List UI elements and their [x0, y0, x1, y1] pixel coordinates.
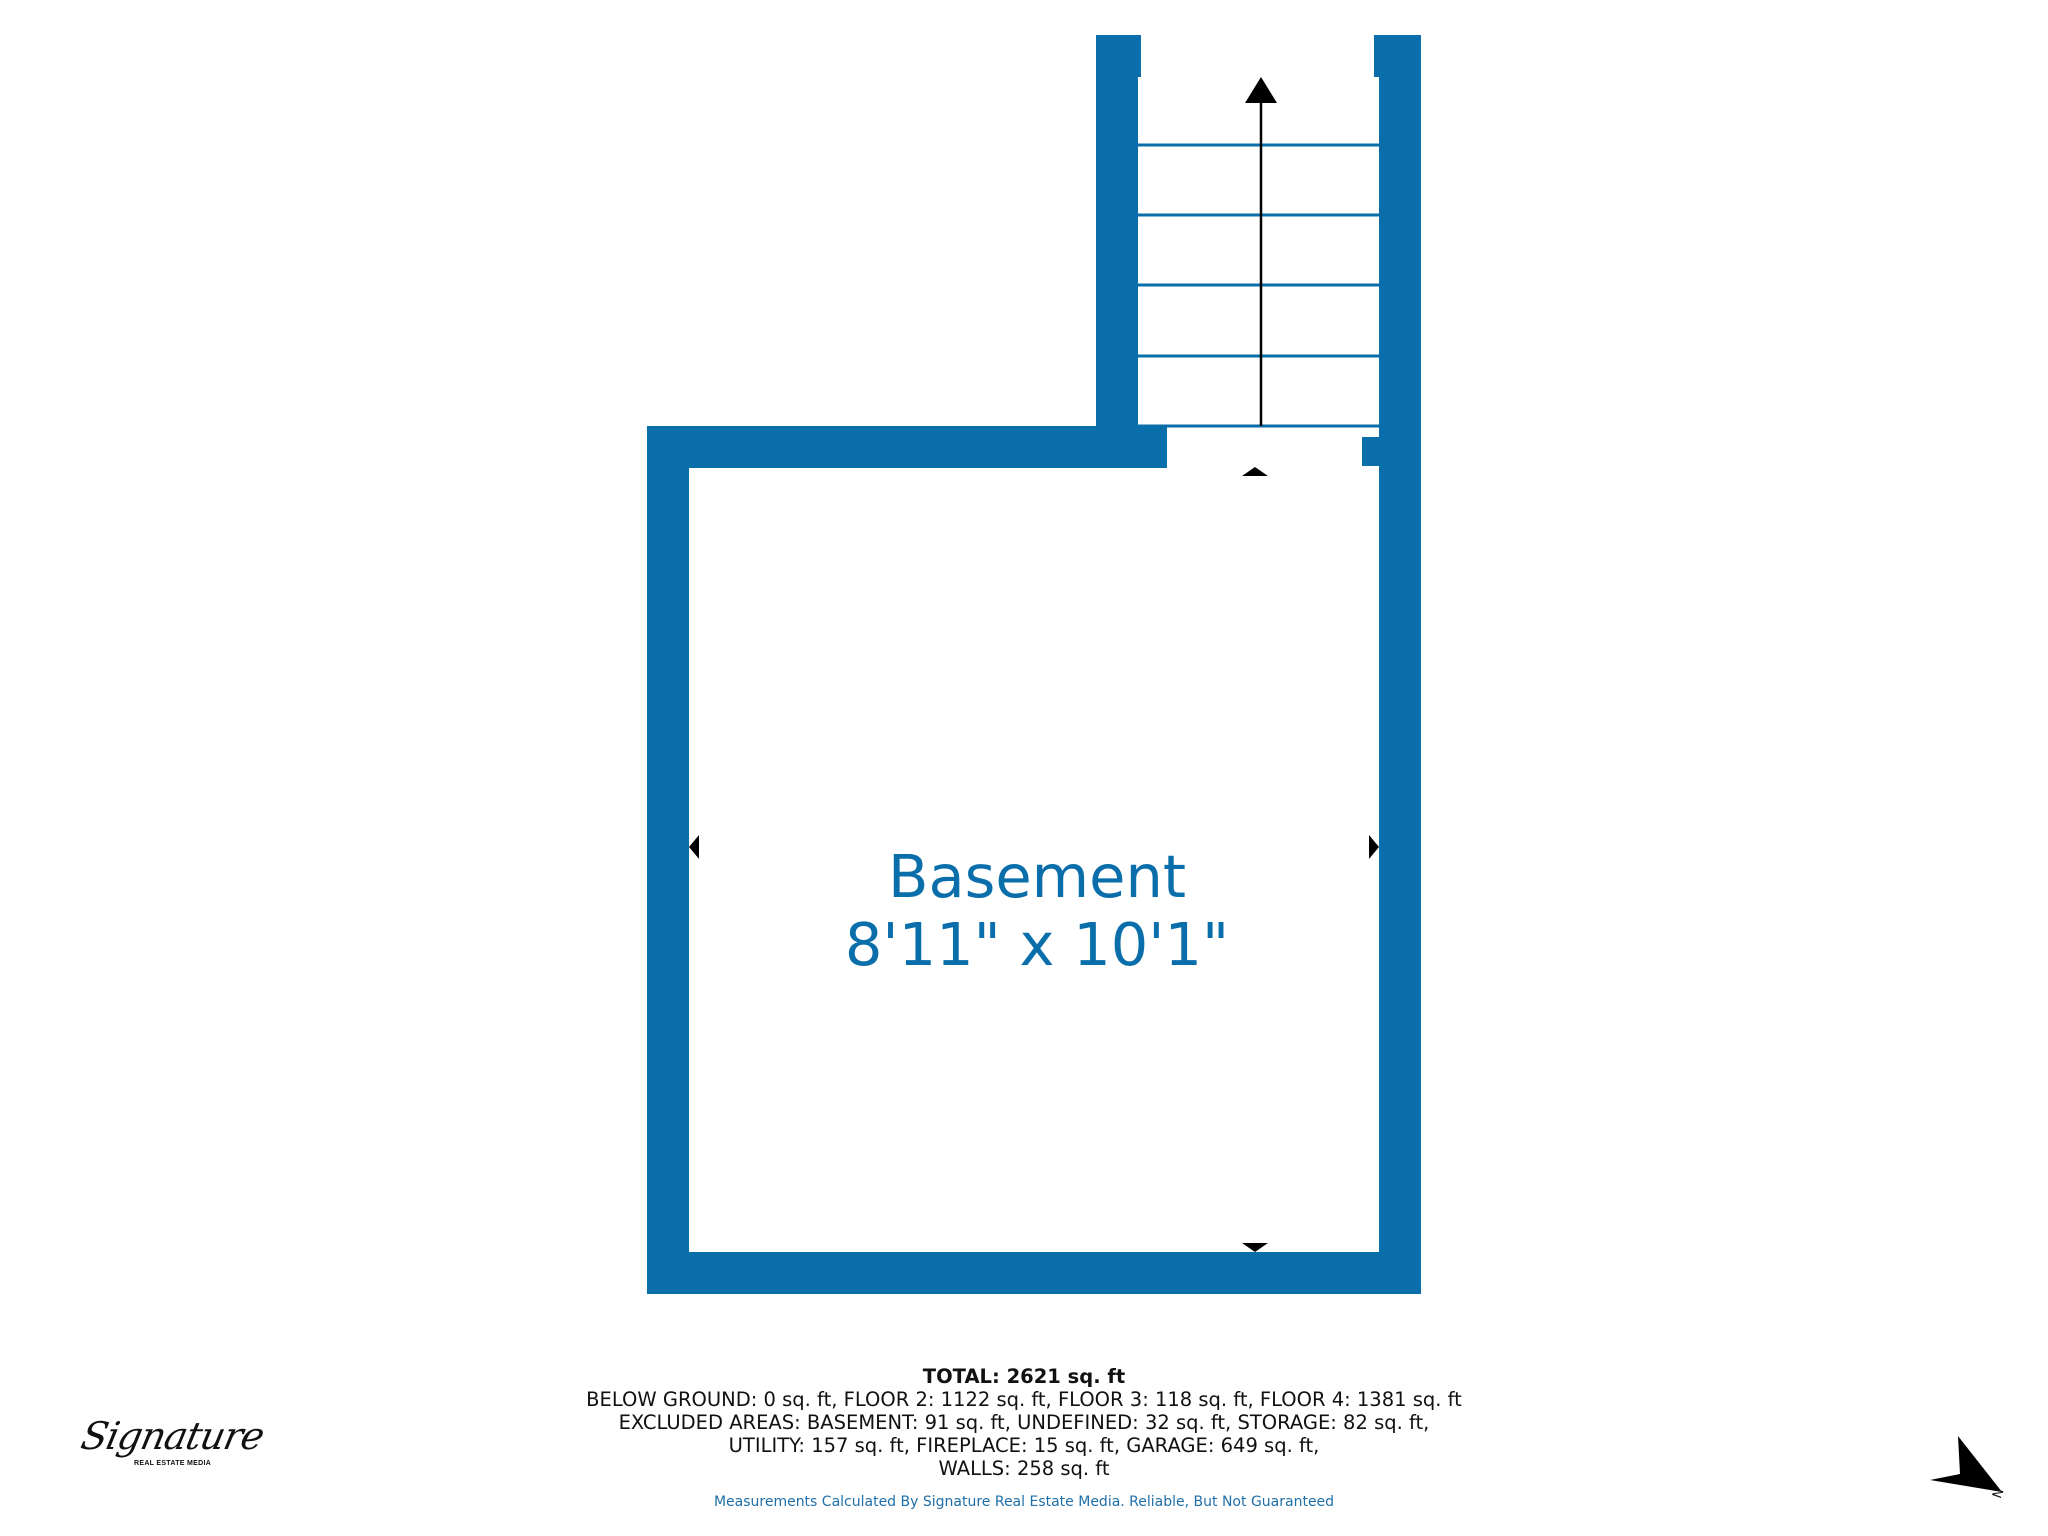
disclaimer: Measurements Calculated By Signature Real Estate Media. Reliable, But Not Guaranteed [713, 1494, 1335, 1510]
area-summary-line: UTILITY: 157 sq. ft, FIREPLACE: 15 sq. ft, GARAGE: 649 sq. ft, [728, 1434, 1320, 1457]
room-dimensions: 8'11" x 10'1" [844, 910, 1230, 979]
room-name: Basement [888, 842, 1186, 911]
compass-letter: N [1990, 1486, 2008, 1501]
right-wall [1379, 35, 1421, 1294]
stair-top-wall-right [1374, 35, 1421, 77]
total-area: TOTAL: 2621 sq. ft [922, 1365, 1126, 1388]
logo-subtitle: REAL ESTATE MEDIA [134, 1460, 212, 1467]
area-summary-line: EXCLUDED AREAS: BASEMENT: 91 sq. ft, UNDEFINED: 32 sq. ft, STORAGE: 82 sq. ft, [618, 1411, 1430, 1434]
triangle-icon [1242, 467, 1268, 476]
triangle-icon [1242, 1243, 1268, 1252]
room-top-wall-right-stub [1362, 437, 1421, 466]
logo-script: Signature [77, 1414, 268, 1458]
room-bottom-wall [647, 1252, 1421, 1294]
stair-left-wall [1096, 35, 1138, 465]
stair-top-wall-left [1096, 35, 1141, 77]
area-summary-line: WALLS: 258 sq. ft [938, 1457, 1110, 1480]
arrow-up-icon [1245, 77, 1277, 426]
room-top-wall [647, 426, 1167, 468]
walls [647, 35, 1421, 1294]
area-summary-line: BELOW GROUND: 0 sq. ft, FLOOR 2: 1122 sq. ft, FLOOR 3: 118 sq. ft, FLOOR 4: 1381 sq. ft [586, 1388, 1462, 1411]
signature-logo [74, 1408, 268, 1476]
